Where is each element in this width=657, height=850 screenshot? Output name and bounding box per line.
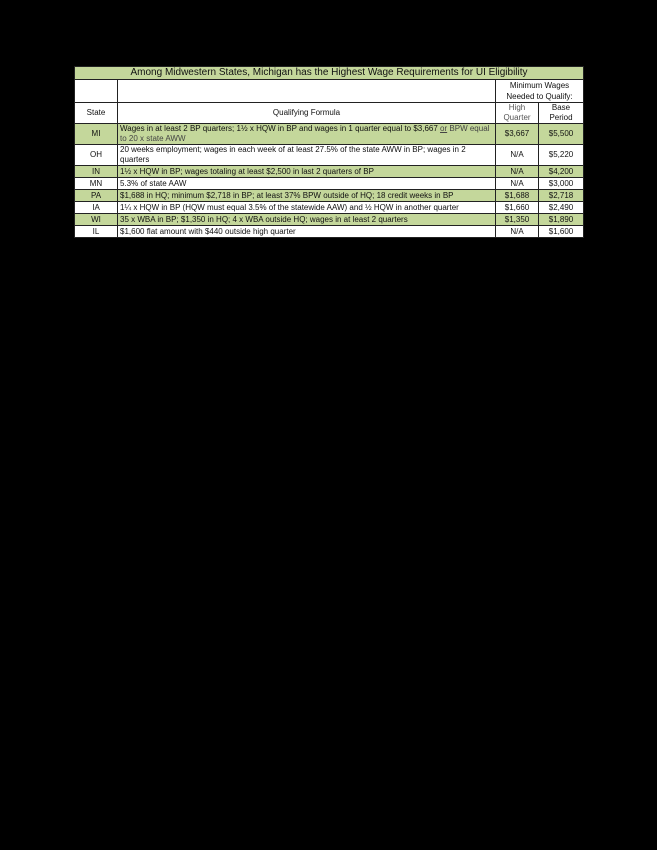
wage-requirements-table	[74, 66, 584, 238]
table-row-in	[75, 166, 584, 178]
base-period-cell: $2,718	[539, 190, 584, 202]
table-title-row	[75, 67, 584, 80]
high-quarter-cell: N/A	[496, 178, 539, 190]
base-period-cell: $5,220	[539, 145, 584, 166]
formula-cell: 35 x WBA in BP; $1,350 in HQ; 4 x WBA outside HQ; wages in at least 2 quarters	[118, 214, 496, 226]
column-header-row	[75, 103, 584, 124]
table-row-il	[75, 226, 584, 238]
state-cell: PA	[75, 190, 118, 202]
state-cell: WI	[75, 214, 118, 226]
formula-cell	[118, 124, 496, 145]
high-quarter-column-header: High Quarter	[496, 103, 539, 124]
state-cell: IN	[75, 166, 118, 178]
formula-cell: $1,688 in HQ; minimum $2,718 in BP; at least 37% BPW outside of HQ; 18 credit weeks in BP	[118, 190, 496, 202]
state-cell: MI	[75, 124, 118, 145]
formula-cell: $1,600 flat amount with $440 outside high quarter	[118, 226, 496, 238]
base-period-cell: $1,600	[539, 226, 584, 238]
high-quarter-cell: $3,667	[496, 124, 539, 145]
table-row-wi	[75, 214, 584, 226]
formula-cell: 20 weeks employment; wages in each week of at least 27.5% of the state AWW in BP; wages in 2 quarters	[118, 145, 496, 166]
state-cell: IL	[75, 226, 118, 238]
base-period-cell: $4,200	[539, 166, 584, 178]
base-period-cell: $3,000	[539, 178, 584, 190]
state-cell: MN	[75, 178, 118, 190]
formula-cell: 1½ x HQW in BP; wages totaling at least $2,500 in last 2 quarters of BP	[118, 166, 496, 178]
state-cell: IA	[75, 202, 118, 214]
base-period-column-header: Base Period	[539, 103, 584, 124]
table-row-mn	[75, 178, 584, 190]
table-row-mi	[75, 124, 584, 145]
table-row-pa	[75, 190, 584, 202]
header-spacer-state	[75, 80, 118, 103]
mi-formula-part-1: Wages in at least 2 BP quarters; 1½ x HQW in BP and wages in 1 quarter equal to $3,667	[120, 124, 441, 133]
group-header-row	[75, 80, 584, 103]
high-quarter-cell: $1,350	[496, 214, 539, 226]
table-title: Among Midwestern States, Michigan has the Highest Wage Requirements for UI Eligibility	[75, 67, 584, 80]
mi-formula-part-2: BPW equal to 20 x state AWW	[120, 124, 490, 143]
table-row-oh	[75, 145, 584, 166]
high-quarter-cell: N/A	[496, 166, 539, 178]
minimum-wages-header: Minimum Wages Needed to Qualify:	[496, 80, 584, 103]
header-spacer-formula	[118, 80, 496, 103]
mi-formula-or: or	[440, 124, 448, 133]
formula-cell: 5.3% of state AAW	[118, 178, 496, 190]
formula-cell: 1¼ x HQW in BP (HQW must equal 3.5% of the statewide AAW) and ½ HQW in another quarter	[118, 202, 496, 214]
formula-column-header: Qualifying Formula	[118, 103, 496, 124]
high-quarter-cell: $1,660	[496, 202, 539, 214]
state-cell: OH	[75, 145, 118, 166]
base-period-cell: $5,500	[539, 124, 584, 145]
high-quarter-cell: N/A	[496, 145, 539, 166]
high-quarter-cell: $1,688	[496, 190, 539, 202]
base-period-cell: $2,490	[539, 202, 584, 214]
high-quarter-cell: N/A	[496, 226, 539, 238]
base-period-cell: $1,890	[539, 214, 584, 226]
state-column-header: State	[75, 103, 118, 124]
table-row-ia	[75, 202, 584, 214]
